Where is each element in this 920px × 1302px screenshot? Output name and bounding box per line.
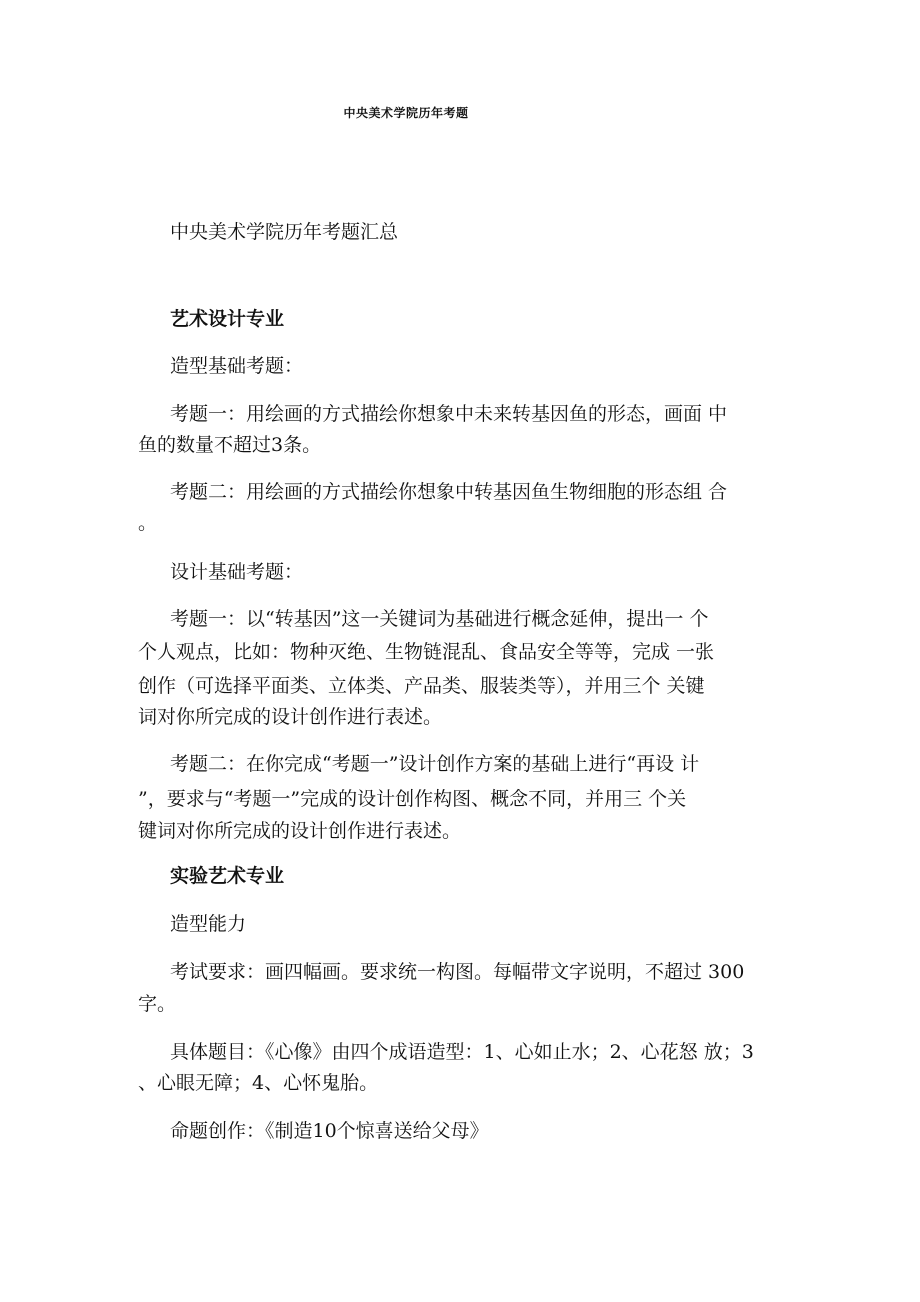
exam-requirement-line-1: 考试要求：画四幅画。要求统一构图。每幅带文字说明，不超过 300 <box>170 961 745 983</box>
section-heading-experimental-art: 实验艺术专业 <box>170 865 285 887</box>
proposition-creation: 命题创作：《制造10个惊喜送给父母》 <box>170 1120 489 1142</box>
exam-requirement-line-2: 字。 <box>138 993 177 1015</box>
section-heading-art-design: 艺术设计专业 <box>170 308 285 330</box>
specific-topic-line-2: 、心眼无障；4、心怀鬼胎。 <box>138 1072 379 1094</box>
specific-topic-line-1: 具体题目：《心像》由四个成语造型：1、心如止水；2、心花怒 放；3 <box>170 1041 754 1063</box>
design-question-1-line-4: 词对你所完成的设计创作进行表述。 <box>138 706 443 728</box>
question-1-line-1: 考题一：用绘画的方式描绘你想象中未来转基因鱼的形态，画面 中 <box>170 403 728 425</box>
page-header: 中央美术学院历年考题 <box>343 106 469 120</box>
design-question-1-line-2: 个人观点，比如：物种灭绝、生物链混乱、食品安全等等，完成 一张 <box>138 641 715 663</box>
question-1-line-2: 鱼的数量不超过3条。 <box>138 434 322 456</box>
subheading-modeling-ability: 造型能力 <box>170 913 247 935</box>
question-2-line-1: 考题二：用绘画的方式描绘你想象中转基因鱼生物细胞的形态组 合 <box>170 481 728 503</box>
subheading-modeling-basics: 造型基础考题： <box>170 355 304 377</box>
design-question-1-line-3: 创作（可选择平面类、立体类、产品类、服装类等），并用三个 关键 <box>138 675 705 697</box>
design-question-2-line-1: 考题二：在你完成“考题一”设计创作方案的基础上进行“再设 计 <box>170 753 700 775</box>
subheading-design-basics: 设计基础考题： <box>170 561 304 583</box>
design-question-1-line-1: 考题一：以“转基因”这一关键词为基础进行概念延伸，提出一 个 <box>170 608 709 630</box>
document-title: 中央美术学院历年考题汇总 <box>170 221 399 243</box>
question-2-line-2: 。 <box>138 512 158 534</box>
design-question-2-line-2: ”，要求与“考题一”完成的设计创作构图、概念不同，并用三 个关 <box>138 788 687 810</box>
design-question-2-line-3: 键词对你所完成的设计创作进行表述。 <box>138 820 462 842</box>
